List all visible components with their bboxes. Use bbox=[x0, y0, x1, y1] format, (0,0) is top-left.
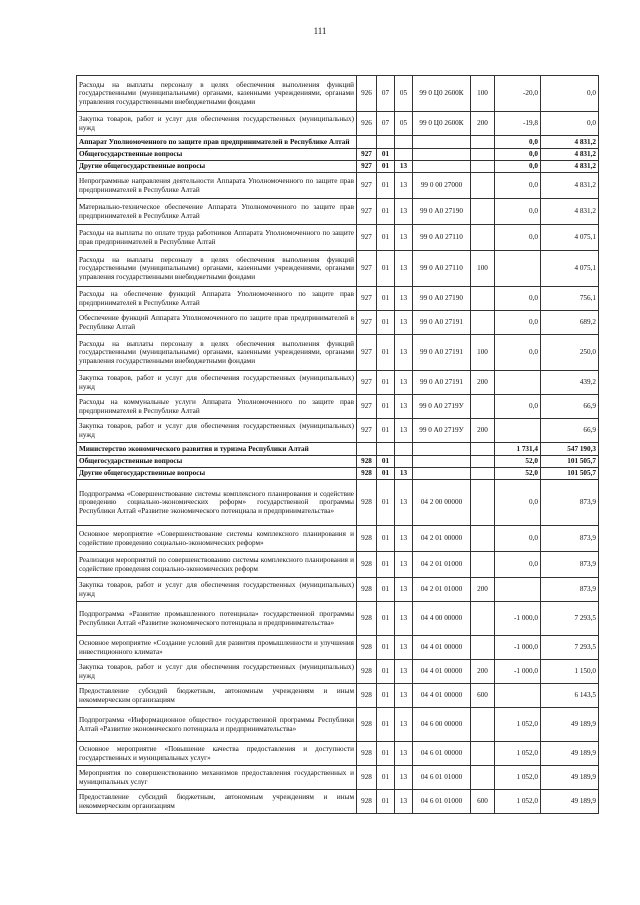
row-change-amount: -19,8 bbox=[495, 112, 541, 136]
row-expense-type bbox=[471, 161, 495, 173]
row-change-amount: 0,0 bbox=[495, 225, 541, 251]
row-subsection-code bbox=[395, 149, 413, 161]
row-ministry-code: 926 bbox=[357, 112, 377, 136]
table-row bbox=[77, 199, 599, 225]
row-section-code: 01 bbox=[377, 480, 395, 526]
row-total-amount: 1 150,0 bbox=[541, 660, 599, 684]
row-change-amount: 52,0 bbox=[495, 456, 541, 468]
row-target-article bbox=[413, 468, 471, 480]
row-subsection-code: 13 bbox=[395, 480, 413, 526]
row-target-article: 04 4 00 00000 bbox=[413, 602, 471, 636]
row-total-amount: 4 831,2 bbox=[541, 136, 599, 149]
row-target-article: 99 0 А0 2719У bbox=[413, 395, 471, 419]
row-change-amount: 0,0 bbox=[495, 395, 541, 419]
row-total-amount: 4 075,1 bbox=[541, 251, 599, 287]
row-target-article: 04 4 01 00000 bbox=[413, 660, 471, 684]
row-total-amount: 250,0 bbox=[541, 335, 599, 371]
table-row bbox=[77, 742, 599, 766]
row-target-article bbox=[413, 456, 471, 468]
row-section-code: 01 bbox=[377, 287, 395, 311]
row-target-article bbox=[413, 161, 471, 173]
row-name: Подпрограмма «Информационное общество» государственной программы Республики Алтай «Развитие экономического потенциала и предпринимательства» bbox=[77, 708, 357, 742]
row-section-code: 01 bbox=[377, 468, 395, 480]
row-change-amount: 1 052,0 bbox=[495, 766, 541, 790]
row-change-amount: 1 731,4 bbox=[495, 443, 541, 456]
table-row bbox=[77, 468, 599, 480]
table-row bbox=[77, 225, 599, 251]
table-row bbox=[77, 136, 599, 149]
row-name: Другие общегосударственные вопросы bbox=[77, 161, 357, 173]
row-total-amount: 49 189,9 bbox=[541, 766, 599, 790]
row-section-code: 01 bbox=[377, 790, 395, 814]
row-expense-type bbox=[471, 136, 495, 149]
row-expense-type bbox=[471, 552, 495, 578]
row-target-article: 04 4 01 00000 bbox=[413, 636, 471, 660]
row-name: Закупка товаров, работ и услуг для обеспечения государственных (муниципальных) нужд bbox=[77, 112, 357, 136]
row-expense-type bbox=[471, 766, 495, 790]
row-expense-type bbox=[471, 636, 495, 660]
row-ministry-code: 927 bbox=[357, 225, 377, 251]
row-name: Расходы на выплаты персоналу в целях обеспечения выполнения функций государственными (муниципальными) органами, казенными учреждениями, органами управления государственными внебюджетными фондами bbox=[77, 335, 357, 371]
row-section-code: 01 bbox=[377, 419, 395, 443]
row-change-amount: 0,0 bbox=[495, 149, 541, 161]
row-total-amount: 66,9 bbox=[541, 419, 599, 443]
row-name: Расходы на коммунальные услуги Аппарата Уполномоченного по защите прав предпринимателей в Республике Алтай bbox=[77, 395, 357, 419]
row-section-code: 01 bbox=[377, 161, 395, 173]
row-section-code: 01 bbox=[377, 199, 395, 225]
row-target-article: 99 0 А0 27191 bbox=[413, 335, 471, 371]
row-subsection-code: 13 bbox=[395, 335, 413, 371]
row-total-amount: 101 505,7 bbox=[541, 456, 599, 468]
row-target-article: 04 6 01 00000 bbox=[413, 742, 471, 766]
row-ministry-code: 927 bbox=[357, 335, 377, 371]
row-section-code: 01 bbox=[377, 552, 395, 578]
row-total-amount: 0,0 bbox=[541, 76, 599, 112]
table-row bbox=[77, 602, 599, 636]
row-change-amount: 0,0 bbox=[495, 287, 541, 311]
row-ministry-code: 928 bbox=[357, 456, 377, 468]
table-row bbox=[77, 173, 599, 199]
row-subsection-code: 13 bbox=[395, 173, 413, 199]
row-total-amount: 49 189,9 bbox=[541, 742, 599, 766]
row-subsection-code: 13 bbox=[395, 161, 413, 173]
row-expense-type bbox=[471, 311, 495, 335]
row-section-code: 07 bbox=[377, 76, 395, 112]
row-expense-type: 200 bbox=[471, 419, 495, 443]
row-target-article: 99 0 А0 27110 bbox=[413, 251, 471, 287]
row-subsection-code bbox=[395, 443, 413, 456]
row-subsection-code: 13 bbox=[395, 395, 413, 419]
row-section-code: 01 bbox=[377, 251, 395, 287]
row-total-amount: 0,0 bbox=[541, 112, 599, 136]
row-change-amount bbox=[495, 684, 541, 708]
row-target-article: 04 6 01 01000 bbox=[413, 766, 471, 790]
table-row bbox=[77, 526, 599, 552]
row-change-amount: 1 052,0 bbox=[495, 708, 541, 742]
row-target-article bbox=[413, 149, 471, 161]
table-row bbox=[77, 578, 599, 602]
row-section-code: 01 bbox=[377, 149, 395, 161]
row-total-amount: 6 143,5 bbox=[541, 684, 599, 708]
row-section-code: 01 bbox=[377, 456, 395, 468]
row-section-code: 01 bbox=[377, 335, 395, 371]
table-row bbox=[77, 480, 599, 526]
row-expense-type bbox=[471, 708, 495, 742]
row-subsection-code bbox=[395, 136, 413, 149]
row-name: Расходы на выплаты по оплате труда работников Аппарата Уполномоченного по защите прав предпринимателей в Республике Алтай bbox=[77, 225, 357, 251]
row-target-article: 99 0 А0 2719У bbox=[413, 419, 471, 443]
row-expense-type: 200 bbox=[471, 660, 495, 684]
row-section-code: 01 bbox=[377, 578, 395, 602]
row-name: Предоставление субсидий бюджетным, автономным учреждениям и иным некоммерческим организациям bbox=[77, 790, 357, 814]
table-row bbox=[77, 395, 599, 419]
row-section-code: 07 bbox=[377, 112, 395, 136]
row-section-code: 01 bbox=[377, 766, 395, 790]
row-expense-type bbox=[471, 149, 495, 161]
row-change-amount: -1 000,0 bbox=[495, 636, 541, 660]
row-expense-type bbox=[471, 480, 495, 526]
row-ministry-code: 928 bbox=[357, 766, 377, 790]
row-ministry-code: 928 bbox=[357, 708, 377, 742]
row-subsection-code: 13 bbox=[395, 526, 413, 552]
row-section-code: 01 bbox=[377, 660, 395, 684]
row-change-amount: 0,0 bbox=[495, 136, 541, 149]
row-name: Подпрограмма «Совершенствование системы комплексного планирования и содействие проведению социально-экономических реформ» государственной программы Республики Алтай «Развитие экономического потенциала и предпринимательства» bbox=[77, 480, 357, 526]
row-expense-type bbox=[471, 443, 495, 456]
row-ministry-code: 927 bbox=[357, 287, 377, 311]
row-subsection-code: 13 bbox=[395, 708, 413, 742]
row-ministry-code: 928 bbox=[357, 602, 377, 636]
row-name: Министерство экономического развития и туризма Республики Алтай bbox=[77, 443, 357, 456]
row-total-amount: 66,9 bbox=[541, 395, 599, 419]
row-change-amount: -1 000,0 bbox=[495, 602, 541, 636]
row-subsection-code: 13 bbox=[395, 552, 413, 578]
row-subsection-code: 05 bbox=[395, 76, 413, 112]
row-target-article: 04 2 01 00000 bbox=[413, 526, 471, 552]
table-row bbox=[77, 443, 599, 456]
row-target-article: 04 6 01 01000 bbox=[413, 790, 471, 814]
row-name: Материально-техническое обеспечение Аппарата Уполномоченного по защите прав предпринимателей в Республике Алтай bbox=[77, 199, 357, 225]
row-expense-type bbox=[471, 742, 495, 766]
row-section-code: 01 bbox=[377, 742, 395, 766]
row-ministry-code: 927 bbox=[357, 419, 377, 443]
table-row bbox=[77, 251, 599, 287]
row-change-amount: 0,0 bbox=[495, 161, 541, 173]
row-name: Общегосударственные вопросы bbox=[77, 456, 357, 468]
row-subsection-code: 13 bbox=[395, 468, 413, 480]
row-expense-type bbox=[471, 287, 495, 311]
table-row bbox=[77, 456, 599, 468]
row-subsection-code: 13 bbox=[395, 766, 413, 790]
row-name: Расходы на обеспечение функций Аппарата Уполномоченного по защите прав предпринимателей в Республике Алтай bbox=[77, 287, 357, 311]
table-row bbox=[77, 766, 599, 790]
row-name: Основное мероприятие «Совершенствование системы комплексного планирования и содействие проведению социально-экономических реформ» bbox=[77, 526, 357, 552]
row-expense-type bbox=[471, 173, 495, 199]
table-row bbox=[77, 790, 599, 814]
row-change-amount bbox=[495, 578, 541, 602]
row-expense-type bbox=[471, 526, 495, 552]
row-change-amount bbox=[495, 419, 541, 443]
row-ministry-code: 928 bbox=[357, 552, 377, 578]
row-ministry-code: 927 bbox=[357, 371, 377, 395]
table-row bbox=[77, 335, 599, 371]
row-change-amount: -20,0 bbox=[495, 76, 541, 112]
row-name: Реализация мероприятий по совершенствованию системы комплексного планирования и содействие проведения социально-экономических реформ bbox=[77, 552, 357, 578]
row-total-amount: 7 293,5 bbox=[541, 636, 599, 660]
table-row bbox=[77, 552, 599, 578]
row-target-article: 04 2 01 01000 bbox=[413, 578, 471, 602]
row-name: Подпрограмма «Развитие промышленного потенциала» государственной программы Республики Алтай «Развитие экономического потенциала и предпринимательства» bbox=[77, 602, 357, 636]
row-section-code: 01 bbox=[377, 225, 395, 251]
row-name: Основное мероприятие «Повышение качества предоставления и доступности государственных и муниципальных услуг» bbox=[77, 742, 357, 766]
row-total-amount: 756,1 bbox=[541, 287, 599, 311]
row-expense-type: 200 bbox=[471, 371, 495, 395]
row-ministry-code: 928 bbox=[357, 684, 377, 708]
table-row bbox=[77, 287, 599, 311]
row-name: Аппарат Уполномоченного по защите прав предпринимателей в Республике Алтай bbox=[77, 136, 357, 149]
row-section-code: 01 bbox=[377, 526, 395, 552]
row-total-amount: 4 831,2 bbox=[541, 199, 599, 225]
row-subsection-code: 13 bbox=[395, 790, 413, 814]
row-total-amount: 873,9 bbox=[541, 552, 599, 578]
row-name: Основное мероприятие «Создание условий для развития промышленности и улучшения инвестиционного климата» bbox=[77, 636, 357, 660]
row-ministry-code: 928 bbox=[357, 468, 377, 480]
row-section-code: 01 bbox=[377, 311, 395, 335]
table-row bbox=[77, 161, 599, 173]
row-total-amount: 49 189,9 bbox=[541, 790, 599, 814]
row-expense-type bbox=[471, 468, 495, 480]
row-name: Закупка товаров, работ и услуг для обеспечения государственных (муниципальных) нужд bbox=[77, 660, 357, 684]
row-subsection-code bbox=[395, 456, 413, 468]
row-target-article: 99 0 А0 27190 bbox=[413, 287, 471, 311]
row-target-article: 99 0 А0 27190 bbox=[413, 199, 471, 225]
row-expense-type bbox=[471, 199, 495, 225]
row-section-code: 01 bbox=[377, 602, 395, 636]
table-row bbox=[77, 311, 599, 335]
row-ministry-code: 926 bbox=[357, 76, 377, 112]
row-name: Закупка товаров, работ и услуг для обеспечения государственных (муниципальных) нужд bbox=[77, 578, 357, 602]
row-target-article: 99 0 Ц0 2600К bbox=[413, 112, 471, 136]
row-change-amount: -1 000,0 bbox=[495, 660, 541, 684]
row-subsection-code: 13 bbox=[395, 742, 413, 766]
row-expense-type: 600 bbox=[471, 684, 495, 708]
row-total-amount: 4 831,2 bbox=[541, 149, 599, 161]
row-ministry-code: 927 bbox=[357, 149, 377, 161]
row-change-amount: 1 052,0 bbox=[495, 790, 541, 814]
row-subsection-code: 13 bbox=[395, 578, 413, 602]
row-total-amount: 547 190,3 bbox=[541, 443, 599, 456]
row-subsection-code: 13 bbox=[395, 660, 413, 684]
row-section-code: 01 bbox=[377, 395, 395, 419]
row-change-amount: 1 052,0 bbox=[495, 742, 541, 766]
row-subsection-code: 13 bbox=[395, 199, 413, 225]
row-expense-type bbox=[471, 602, 495, 636]
table-row bbox=[77, 684, 599, 708]
row-change-amount: 0,0 bbox=[495, 480, 541, 526]
row-change-amount bbox=[495, 251, 541, 287]
row-total-amount: 7 293,5 bbox=[541, 602, 599, 636]
row-name: Непрограммные направления деятельности Аппарата Уполномоченного по защите прав предпринимателей в Республике Алтай bbox=[77, 173, 357, 199]
row-target-article: 99 0 А0 27191 bbox=[413, 311, 471, 335]
row-ministry-code: 927 bbox=[357, 161, 377, 173]
row-expense-type: 600 bbox=[471, 790, 495, 814]
row-change-amount: 0,0 bbox=[495, 335, 541, 371]
row-ministry-code: 928 bbox=[357, 578, 377, 602]
table-row bbox=[77, 149, 599, 161]
row-ministry-code: 927 bbox=[357, 311, 377, 335]
row-target-article: 99 0 00 27000 bbox=[413, 173, 471, 199]
row-name: Расходы на выплаты персоналу в целях обеспечения выполнения функций государственными (муниципальными) органами, казенными учреждениями, органами управления государственными внебюджетными фондами bbox=[77, 251, 357, 287]
row-total-amount: 873,9 bbox=[541, 480, 599, 526]
row-section-code bbox=[377, 443, 395, 456]
row-name: Расходы на выплаты персоналу в целях обеспечения выполнения функций государственными (муниципальными) органами, казенными учреждениями, органами управления государственными внебюджетными фондами bbox=[77, 76, 357, 112]
row-subsection-code: 13 bbox=[395, 225, 413, 251]
row-target-article: 04 2 00 00000 bbox=[413, 480, 471, 526]
row-expense-type: 100 bbox=[471, 251, 495, 287]
row-total-amount: 873,9 bbox=[541, 526, 599, 552]
row-ministry-code: 927 bbox=[357, 173, 377, 199]
row-ministry-code: 928 bbox=[357, 526, 377, 552]
row-expense-type bbox=[471, 456, 495, 468]
row-name: Мероприятия по совершенствованию механизмов предоставления государственных и муниципальных услуг bbox=[77, 766, 357, 790]
row-total-amount: 49 189,9 bbox=[541, 708, 599, 742]
row-expense-type: 200 bbox=[471, 112, 495, 136]
row-change-amount: 0,0 bbox=[495, 552, 541, 578]
row-ministry-code: 927 bbox=[357, 251, 377, 287]
row-ministry-code: 928 bbox=[357, 636, 377, 660]
table-row bbox=[77, 112, 599, 136]
row-total-amount: 439,2 bbox=[541, 371, 599, 395]
row-change-amount: 0,0 bbox=[495, 173, 541, 199]
row-target-article: 99 0 Ц0 2600К bbox=[413, 76, 471, 112]
page-number: 111 bbox=[313, 26, 327, 36]
table-row bbox=[77, 708, 599, 742]
row-change-amount bbox=[495, 371, 541, 395]
row-change-amount: 0,0 bbox=[495, 526, 541, 552]
row-subsection-code: 13 bbox=[395, 371, 413, 395]
row-target-article: 04 6 00 00000 bbox=[413, 708, 471, 742]
row-ministry-code: 928 bbox=[357, 660, 377, 684]
row-subsection-code: 13 bbox=[395, 602, 413, 636]
table-row bbox=[77, 371, 599, 395]
row-total-amount: 101 505,7 bbox=[541, 468, 599, 480]
row-subsection-code: 13 bbox=[395, 311, 413, 335]
row-subsection-code: 13 bbox=[395, 287, 413, 311]
row-subsection-code: 13 bbox=[395, 251, 413, 287]
row-section-code: 01 bbox=[377, 173, 395, 199]
row-change-amount: 0,0 bbox=[495, 199, 541, 225]
row-section-code: 01 bbox=[377, 684, 395, 708]
row-expense-type: 200 bbox=[471, 578, 495, 602]
row-target-article bbox=[413, 136, 471, 149]
row-name: Закупка товаров, работ и услуг для обеспечения государственных (муниципальных) нужд bbox=[77, 371, 357, 395]
row-target-article bbox=[413, 443, 471, 456]
row-change-amount: 52,0 bbox=[495, 468, 541, 480]
row-name: Обеспечение функций Аппарата Уполномоченного по защите прав предпринимателей в Республике Алтай bbox=[77, 311, 357, 335]
table-row bbox=[77, 660, 599, 684]
row-change-amount: 0,0 bbox=[495, 311, 541, 335]
row-target-article: 04 2 01 01000 bbox=[413, 552, 471, 578]
row-expense-type: 100 bbox=[471, 335, 495, 371]
row-total-amount: 4 075,1 bbox=[541, 225, 599, 251]
row-subsection-code: 13 bbox=[395, 636, 413, 660]
row-expense-type bbox=[471, 395, 495, 419]
row-ministry-code: 927 bbox=[357, 395, 377, 419]
row-total-amount: 689,2 bbox=[541, 311, 599, 335]
row-ministry-code: 928 bbox=[357, 480, 377, 526]
row-section-code: 01 bbox=[377, 708, 395, 742]
row-subsection-code: 13 bbox=[395, 684, 413, 708]
row-name: Другие общегосударственные вопросы bbox=[77, 468, 357, 480]
row-total-amount: 4 831,2 bbox=[541, 161, 599, 173]
table-row bbox=[77, 76, 599, 112]
row-ministry-code: 928 bbox=[357, 790, 377, 814]
row-target-article: 99 0 А0 27110 bbox=[413, 225, 471, 251]
row-target-article: 04 4 01 00000 bbox=[413, 684, 471, 708]
row-total-amount: 4 831,2 bbox=[541, 173, 599, 199]
row-section-code bbox=[377, 136, 395, 149]
row-expense-type bbox=[471, 225, 495, 251]
row-ministry-code bbox=[357, 443, 377, 456]
row-target-article: 99 0 А0 27191 bbox=[413, 371, 471, 395]
row-subsection-code: 13 bbox=[395, 419, 413, 443]
row-expense-type: 100 bbox=[471, 76, 495, 112]
row-ministry-code bbox=[357, 136, 377, 149]
table-row bbox=[77, 636, 599, 660]
row-name: Предоставление субсидий бюджетным, автономным учреждениям и иным некоммерческим организациям bbox=[77, 684, 357, 708]
row-subsection-code: 05 bbox=[395, 112, 413, 136]
row-section-code: 01 bbox=[377, 636, 395, 660]
table-row bbox=[77, 419, 599, 443]
row-name: Общегосударственные вопросы bbox=[77, 149, 357, 161]
row-total-amount: 873,9 bbox=[541, 578, 599, 602]
row-ministry-code: 927 bbox=[357, 199, 377, 225]
budget-table bbox=[76, 75, 599, 814]
row-section-code: 01 bbox=[377, 371, 395, 395]
row-name: Закупка товаров, работ и услуг для обеспечения государственных (муниципальных) нужд bbox=[77, 419, 357, 443]
row-ministry-code: 928 bbox=[357, 742, 377, 766]
